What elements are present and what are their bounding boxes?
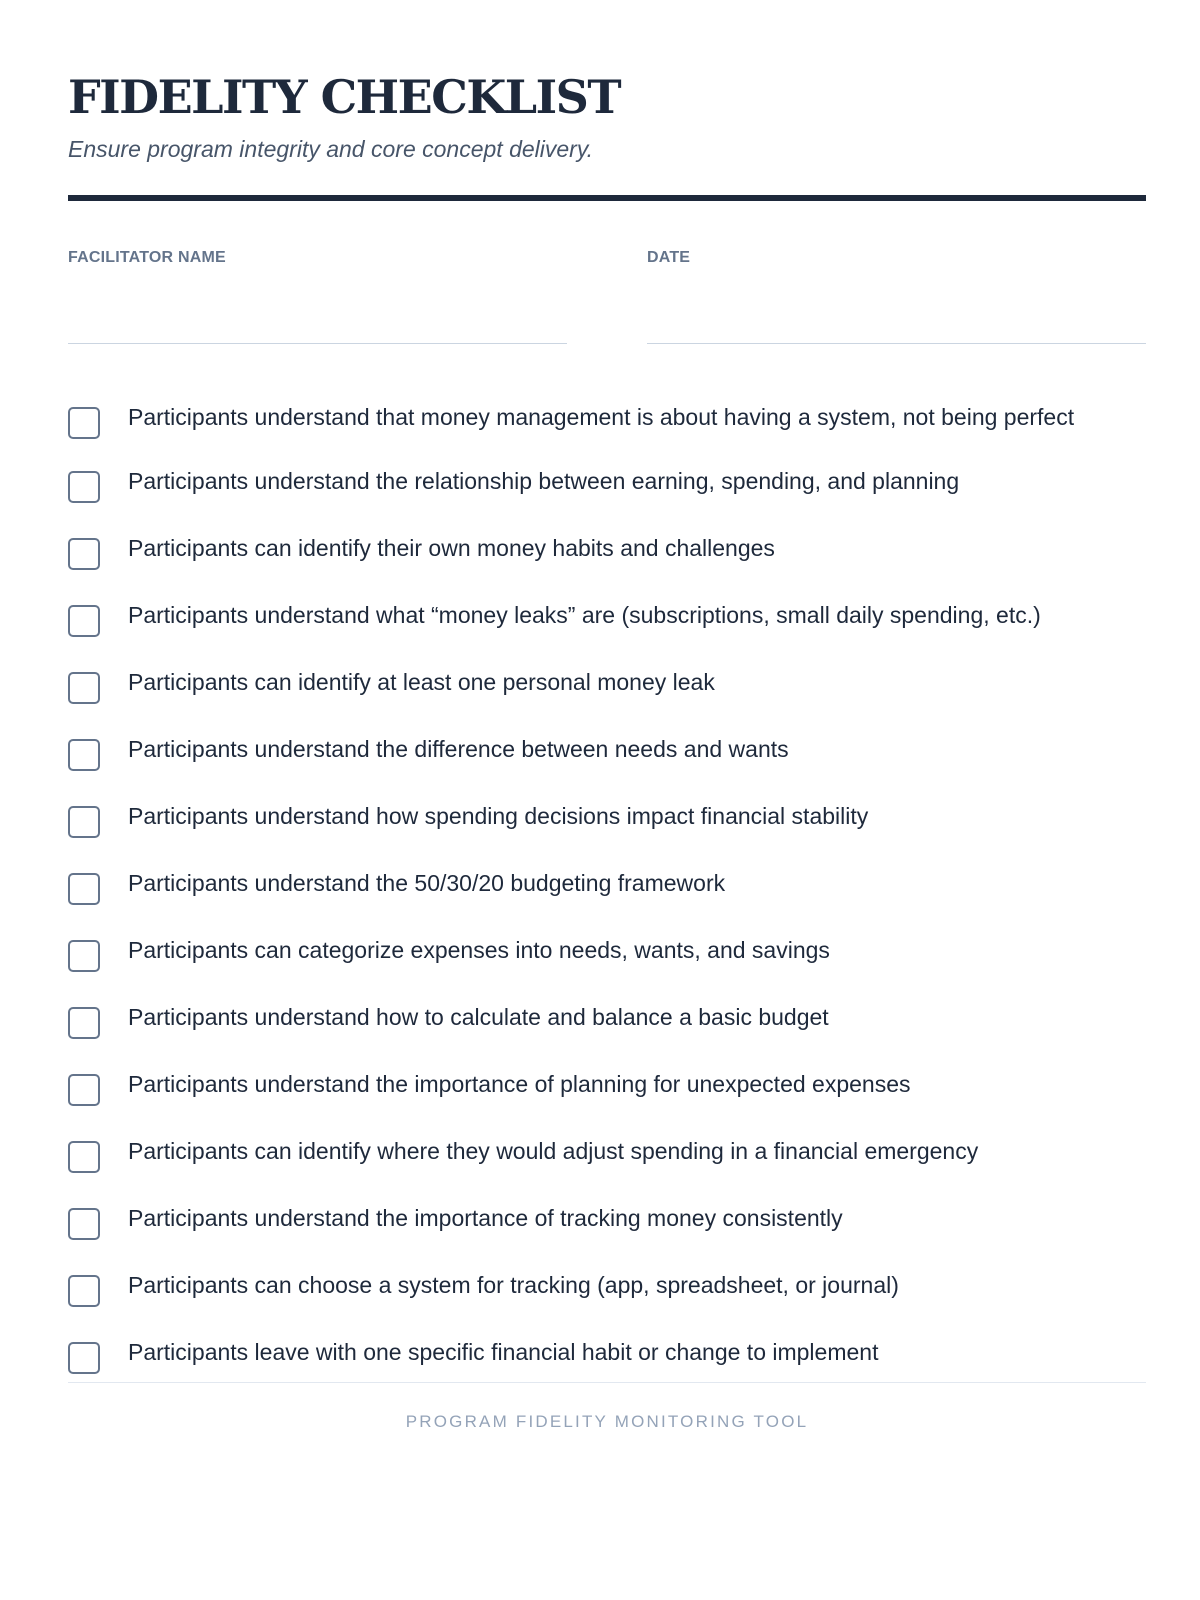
checklist-item-label: Participants understand how spending decisions impact financial stability — [128, 803, 869, 829]
checklist-item — [68, 532, 1146, 570]
checklist-item-label: Participants understand the difference between needs and wants — [128, 736, 789, 762]
date-line[interactable] — [647, 343, 1146, 344]
facilitator-name-field — [68, 249, 226, 267]
checkbox[interactable] — [68, 407, 100, 439]
checklist-item — [68, 867, 1146, 905]
checkbox[interactable] — [68, 739, 100, 771]
checklist — [68, 401, 1146, 1403]
checkbox[interactable] — [68, 1141, 100, 1173]
checkbox[interactable] — [68, 605, 100, 637]
checklist-item-label: Participants understand the relationship between earning, spending, and planning — [128, 468, 960, 494]
footer-text: PROGRAM FIDELITY MONITORING TOOL — [405, 1412, 809, 1431]
checklist-item-label: Participants leave with one specific financial habit or change to implement — [128, 1339, 879, 1365]
checklist-item-label: Participants can choose a system for tracking (app, spreadsheet, or journal) — [128, 1272, 899, 1298]
checklist-item — [68, 733, 1146, 771]
facilitator-name-label: FACILITATOR NAME — [68, 249, 226, 266]
checklist-item-label: Participants understand the importance of tracking money consistently — [128, 1205, 843, 1231]
footer-divider — [68, 1382, 1146, 1383]
checklist-item — [68, 465, 1146, 503]
checklist-item — [68, 1202, 1146, 1240]
checklist-item-label: Participants can categorize expenses into needs, wants, and savings — [128, 937, 830, 963]
checkbox[interactable] — [68, 1342, 100, 1374]
page-subtitle: Ensure program integrity and core concept delivery. — [68, 136, 594, 162]
checkbox[interactable] — [68, 672, 100, 704]
checklist-item — [68, 1269, 1146, 1307]
checklist-item-label: Participants understand what “money leaks” are (subscriptions, small daily spending, etc.) — [128, 602, 1041, 628]
facilitator-name-line[interactable] — [68, 343, 567, 344]
checklist-item — [68, 401, 1146, 439]
date-label: DATE — [647, 249, 691, 266]
checklist-item — [68, 1001, 1146, 1039]
checkbox[interactable] — [68, 538, 100, 570]
checkbox[interactable] — [68, 1208, 100, 1240]
checklist-item — [68, 666, 1146, 704]
page-title: FIDELITY CHECKLIST — [68, 70, 621, 124]
checklist-item-label: Participants understand how to calculate and balance a basic budget — [128, 1004, 829, 1030]
checkbox[interactable] — [68, 471, 100, 503]
checkbox[interactable] — [68, 806, 100, 838]
checklist-item-label: Participants understand the 50/30/20 budgeting framework — [128, 870, 726, 896]
checkbox[interactable] — [68, 940, 100, 972]
checklist-item — [68, 1135, 1146, 1173]
checklist-item — [68, 1336, 1146, 1374]
checkbox[interactable] — [68, 1074, 100, 1106]
checklist-item-label: Participants understand that money management is about having a system, not being perfect — [128, 404, 1075, 430]
checklist-item-label: Participants can identify their own money habits and challenges — [128, 535, 775, 561]
checklist-item — [68, 1068, 1146, 1106]
checklist-item — [68, 599, 1146, 637]
checklist-item-label: Participants can identify at least one personal money leak — [128, 669, 715, 695]
checkbox[interactable] — [68, 1007, 100, 1039]
checkbox[interactable] — [68, 873, 100, 905]
checklist-item-label: Participants can identify where they would adjust spending in a financial emergency — [128, 1138, 979, 1164]
checkbox[interactable] — [68, 1275, 100, 1307]
title-divider — [68, 195, 1146, 201]
checklist-item-label: Participants understand the importance of planning for unexpected expenses — [128, 1071, 911, 1097]
checklist-item — [68, 934, 1146, 972]
checklist-item — [68, 800, 1146, 838]
date-field — [647, 249, 690, 267]
